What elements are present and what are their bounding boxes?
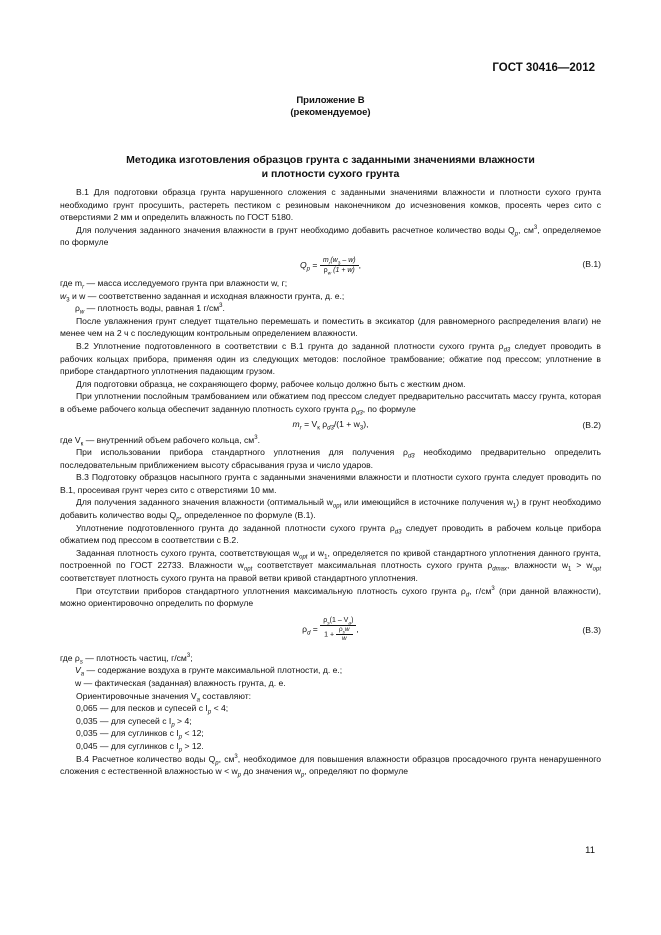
list-item: 0,035 — для супесей с $I_p > 4$; (76, 715, 192, 729)
page-number: 11 (585, 845, 595, 856)
formula-b1 (60, 249, 601, 277)
definition-vk: где $V_к$ — внутренний объем рабочего кольца, $см^3$. (60, 434, 260, 448)
formula-b3 (60, 610, 601, 652)
document-body (60, 186, 601, 778)
formula-b3-expression: $\rho_d$ = $\rho_s(1 - V_a)$ 1 + $\frac{\rho_sw}{w}$ , (302, 616, 359, 642)
paragraph-ring: Для подготовки образца, не сохраняющего форму, рабочее кольцо должно быть с жестким дном. (76, 378, 466, 389)
paragraph-b1: В.1 Для подготовки образца грунта нарушенного сложения с заданными значениями влажности и плотности сухого грунта необходимо грунт просушить, растереть пестиком с резиновым наконечником до исчезновения комков, просеять через сито с отверстиями 2 мм и определить влажность по ГОСТ 5180. (60, 187, 601, 223)
section-title-line1: Методика изготовления образцов грунта с заданными значениями влажности (126, 154, 535, 166)
paragraph-mixing: После увлажнения грунт следует тщательно перемешать и поместить в эксикатор (для равномерного распределения влаги) не менее чем на 2 ч с последующим контрольным определением влажности. (60, 315, 601, 339)
section-title (60, 154, 601, 181)
list-item: 0,045 — для суглинков с $I_p > 12$. (76, 740, 204, 754)
list-item: 0,035 — для суглинков с $I_p < 12$; (76, 728, 204, 742)
paragraph-optimal-moisture: Для получения заданного значения влажности (оптимальный $w_{opt}$ или имеющийся в источнике получения $w_1$) в грунт необходимо добавить количество воды $Q_p$, определенное по формуле (В.1). (60, 497, 601, 523)
paragraph-b2: В.2 Уплотнение подготовленного в соответствии с В.1 грунта до заданной плотности сухого грунта $\rho_{d3}$ следует проводить в рабочих кольцах прибора, применяя один из следующих методов: послойное трамбование; обжатие под прессом; уплотнение в приборе стандартного уплотнения падающим грузом. (60, 340, 601, 377)
paragraph-compaction: Уплотнение подготовленного грунта до заданной плотности сухого грунта $\rho_{d3}$ следует проводить в рабочем кольце прибора обжатием под прессом в соответствии с В.2. (60, 522, 601, 546)
section-title-line2: и плотности сухого грунта (261, 167, 400, 180)
definition-rho-w: $\rho_w$ — плотность воды, равная 1 $г/см^3$. (75, 303, 225, 316)
definition-va: $V_a$ — содержание воздуха в грунте максимальной плотности, д. е.; (75, 665, 343, 679)
formula-b1-fraction: $\frac{m_r(w_3 - w)}{\rho_w (1 + w)}$ (320, 256, 359, 275)
definition-mr: где $m_r$ — масса исследуемого грунта при влажности w, г; (60, 277, 288, 291)
definition-w: w — фактическая (заданная) влажность грунта, д. е. (75, 678, 286, 688)
appendix-title: Приложение В (296, 95, 365, 106)
paragraph-target-density: Заданная плотность сухого грунта, соответствующая $w_{opt}$ и $w_1$, определяется по кривой стандартного уплотнения данного грунта, построенной по ГОСТ 22733. Влажности $w_{opt}$ соответствует максимальная плотность сухого грунта $\rho_{dmax}$, влажности $w_1 > w_{opt}$ соответствует плотность сухого грунта на правой ветви кривой стандартного уплотнения. (60, 547, 602, 584)
definition-rho-s: где $\rho_s$ — плотность частиц, $г/см^3$; (60, 652, 193, 666)
formula-b3-inner-fraction: $\frac{\rho_sw}{w}$ (336, 626, 353, 643)
paragraph-standard-device: При использовании прибора стандартного уплотнения для получения $\rho_{d3}$ необходимо предварительно определить последовательным приближением высоту сбрасывания груза и число ударов. (60, 447, 601, 470)
formula-b3-fraction: $\rho_s(1 - V_a)$ 1 + $\frac{\rho_sw}{w}$ (320, 616, 356, 643)
appendix-heading (0, 95, 661, 119)
formula-b2-expression: $m_r = V_к$ $\rho_{d3}/(1 + w_3)$, (292, 418, 369, 432)
formula-b2-number: (В.2) (582, 419, 601, 430)
paragraph-no-devices: При отсутствии приборов стандартного уплотнения максимальную плотность сухого грунта $\rho_d$, $г/см^3$ (при данной влажности), можно ориентировочно определить по формуле (60, 585, 601, 609)
paragraph-mass: При уплотнении послойным трамбованием или обжатием под прессом следует предварительно рассчитать массу грунта, которая в объеме рабочего кольца обеспечит заданную плотность сухого грунта $\rho_{d3}$, по формуле (60, 391, 601, 417)
appendix-note: (рекомендуемое) (290, 107, 371, 118)
definition-w3: $w_3$ и w — соответственно заданная и исходная влажности грунта, д. е.; (60, 290, 345, 304)
formula-b2 (60, 416, 601, 434)
list-item: Ориентировочные значения $V_a$ составляют: (76, 690, 252, 704)
va-values-list (60, 690, 601, 753)
formula-b3-number: (В.3) (582, 624, 601, 635)
paragraph-b3: В.3 Подготовку образцов насыпного грунта с заданными значениями влажности и плотности сухого грунта следует проводить по В.1, просеивая грунт через сито с отверстиями 10 мм. (60, 472, 601, 495)
paragraph-water-amount: Для получения заданного значения влажности в грунт необходимо добавить расчетное количество воды $Q_p$, $см^3$, определяемое по формуле (60, 224, 601, 248)
paragraph-b4: В.4 Расчетное количество воды $Q_p$, $см^3$, необходимое для повышения влажности образцов просадочного грунта ненарушенного сложения с естественной влажностью $w < w_p$ до значения $w_p$, определяют по формуле (60, 753, 601, 779)
formula-b1-number: (В.1) (582, 258, 601, 269)
standard-header: ГОСТ 30416—2012 (492, 62, 595, 74)
list-item: 0,065 — для песков и супесей с $I_p < 4$; (76, 703, 229, 716)
formula-b1-expression: $Q_p$ = $\frac{m_r(w_3 - w)}{\rho_w (1 + w)}$ , (299, 256, 361, 277)
